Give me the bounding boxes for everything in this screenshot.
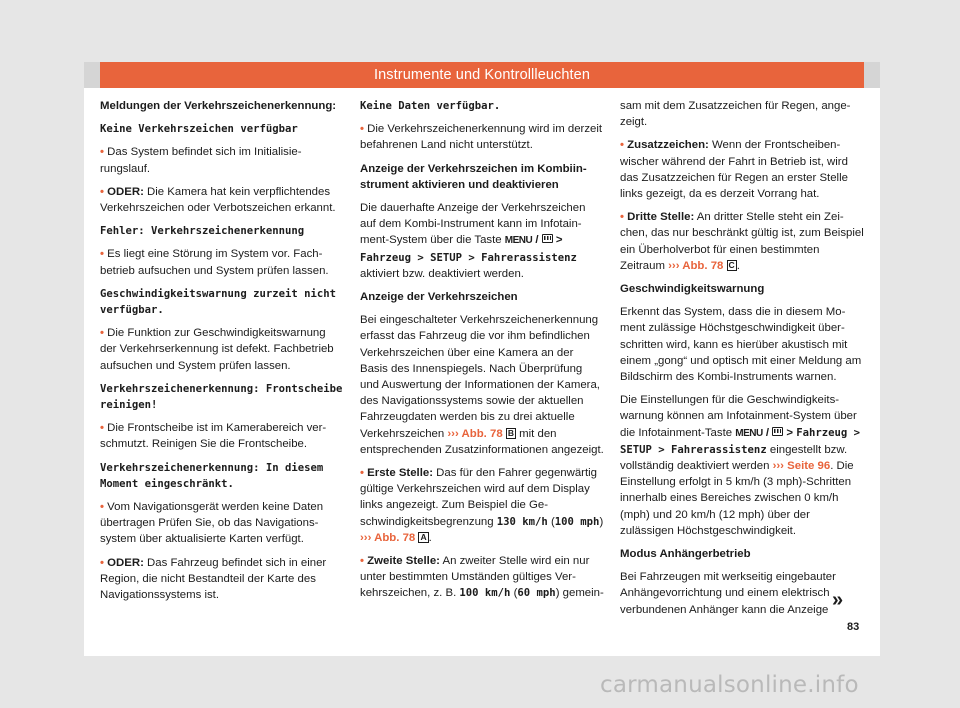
paragraph-text: An zweiter Stelle wird ein nur unter bestimmten Umständen gültiges Verkehrszeichen, z. B.: [360, 555, 590, 600]
message-description: [360, 121, 604, 153]
list-item: [360, 553, 604, 602]
figure-callout-a: A: [420, 531, 427, 542]
message-code: Geschwindigkeitswarnung zurzeit nicht verfügbar.: [100, 287, 336, 317]
period: .: [736, 259, 740, 272]
menu-key: MENU: [735, 427, 763, 439]
paragraph-text: Die Einstellungen für die Geschwindigkeitswarnung können am Infotainment-System über die Infotainment-Taste: [620, 394, 857, 439]
speed-mph: 100 mph: [554, 515, 600, 528]
message-code: Verkehrszeichenerkennung: In diesem Moment eingeschränkt.: [100, 461, 324, 490]
bullet: •: [360, 467, 364, 480]
message-text: Die Frontscheibe ist im Kamerabereich verschmutzt. Reinigen Sie die Frontscheibe.: [100, 422, 327, 451]
item-label: Erste Stelle:: [367, 467, 434, 480]
list-item: [360, 465, 604, 546]
header-margin-left: [84, 62, 100, 88]
message-text: Das System befindet sich im Initialisierungslauf.: [100, 146, 302, 175]
bullet: •: [100, 556, 104, 569]
menu-grid-icon: [772, 427, 783, 436]
page-reference[interactable]: ››› Seite 96: [772, 460, 831, 473]
paragraph-text: Bei eingeschalteter Verkehrszeichenerkennung erfasst das Fahrzeug die vor ihm befindlichen Verkehrszeichen über eine Kamera an der Basis des Innenspiegels. Nach Überprüfung und Auswertung der Informationen der Kamera, des Navigationssystems sowie der aktuellen Fahrzeugdaten werden bis zu drei aktuelle Verkehrszeichen: [360, 314, 600, 440]
message-text: Das Fahrzeug befindet sich in einer Region, die nicht Bestandteil der Karte des Navigationssystems ist.: [100, 556, 327, 602]
paren-close: ): [599, 515, 604, 528]
menu-grid-icon: [542, 234, 553, 243]
message-code: Fehler: Verkehrszeichenerkennung: [100, 225, 305, 238]
speed-mph: 60 mph: [517, 587, 556, 600]
figure-reference[interactable]: ››› Abb. 78: [668, 259, 724, 272]
column-2: [360, 98, 604, 609]
figure-reference[interactable]: ››› Abb. 78: [447, 427, 503, 440]
bullet: •: [100, 248, 104, 261]
page-number: 83: [847, 621, 860, 633]
section-heading: Geschwindigkeitswarnung: [620, 283, 765, 296]
item-label: Zweite Stelle:: [367, 555, 440, 568]
menu-key: MENU: [504, 235, 533, 247]
or-label: ODER:: [107, 556, 144, 569]
message-text: Es liegt eine Störung im System vor. Fachbetrieb aufsuchen und System prüfen lassen.: [100, 248, 329, 277]
message-text: Die Kamera hat kein verpflichtendes Verkehrszeichen oder Verbotszeichen erkannt.: [100, 185, 336, 215]
speed-kmh: 100 km/h: [459, 587, 511, 600]
figure-reference[interactable]: ››› Abb. 78: [360, 531, 416, 544]
paragraph-text: ) gemein-: [555, 587, 604, 600]
message-description: [100, 420, 344, 452]
message-code: Keine Daten verfügbar.: [360, 100, 501, 112]
paragraph-text: Wenn der Frontscheibenwischer während der Fahrt in Betrieb ist, wird das Zusatzzeichen für Regen an erster Stelle links gezeigt, da es derzeit Vorrang hat.: [620, 139, 848, 201]
bullet: •: [360, 555, 364, 568]
figure-callout-c: C: [728, 259, 735, 270]
bullet: •: [620, 139, 624, 152]
bullet: •: [100, 327, 104, 340]
bullet: •: [100, 185, 104, 198]
watermark: carmanualsonline.info: [600, 672, 859, 698]
header-title: Instrumente und Kontrollleuchten: [374, 67, 590, 83]
paragraph-text: Das für den Fahrer gegenwärtig gültige Verkehrszeichen wird auf dem Display links angezeigt. Zum Beispiel die Geschwindigkeitsbegrenzung: [360, 467, 598, 528]
message-code: Verkehrszeichenerkennung: Frontscheibe reinigen!: [100, 382, 343, 412]
messages-heading: Meldungen der Verkehrszeichenerkennung:: [100, 100, 337, 112]
bullet: •: [100, 146, 104, 159]
menu-path: Fahrzeug > SETUP > Fahrerassistenz: [620, 426, 860, 456]
column-1: [100, 98, 344, 610]
item-label: Zusatzzeichen:: [627, 139, 709, 152]
period: .: [428, 531, 432, 544]
message-code: Keine Verkehrszeichen verfügbar: [100, 123, 298, 136]
message-description: [100, 246, 344, 278]
message-description: [100, 499, 344, 548]
column-3: [620, 98, 864, 625]
message-text: Die Verkehrszeichenerkennung wird im derzeit befahrenen Land nicht unterstützt.: [360, 123, 603, 152]
paren-open: (: [510, 587, 518, 600]
paragraph: sam mit dem Zusatzzeichen für Regen, angezeigt.: [620, 100, 851, 129]
message-description: [100, 184, 344, 216]
bullet: •: [100, 422, 104, 435]
path-separator: >: [552, 234, 563, 247]
bullet: •: [360, 123, 364, 136]
bullet: •: [620, 211, 624, 224]
speed-kmh: 130 km/h: [496, 515, 548, 528]
slash-separator: /: [532, 234, 542, 247]
paragraph-text: . Die Einstellung erfolgt in 5 km/h (3 mph)-Schritten innerhalb eines Bereiches zwischen 0 km/h (mph) und 20 km/h (12 mph) über der zulässigen Höchstgeschwindigkeit.: [620, 460, 854, 537]
paragraph: Erkennt das System, dass die in diesem Moment zulässige Höchstgeschwindigkeit überschritten wird, kann es hierüber akustisch mit einem „gong“ und optisch mit einer Meldung am Bildschirm des Kombi-Instruments warnen.: [620, 306, 862, 384]
list-item: [620, 137, 864, 202]
paragraph-text: mit den entsprechenden Zusatzinformationen angezeigt.: [360, 427, 604, 456]
message-description: [100, 144, 344, 176]
or-label: ODER:: [107, 185, 144, 198]
slash-separator: /: [762, 426, 773, 439]
header-margin-right: [864, 62, 880, 88]
figure-callout-b: B: [507, 427, 514, 438]
section-heading: Anzeige der Verkehrszeichen im Kombiinstrument aktivieren und deaktivieren: [360, 162, 587, 191]
item-label: Dritte Stelle:: [627, 211, 695, 224]
paren-open: (: [547, 515, 555, 528]
paragraph: [360, 200, 604, 282]
section-header: [84, 62, 880, 88]
section-heading: Modus Anhängerbetrieb: [620, 548, 751, 561]
menu-path: Fahrzeug > SETUP > Fahrerassistenz: [360, 251, 577, 264]
section-heading: Anzeige der Verkehrszeichen: [360, 291, 518, 304]
paragraph: Bei Fahrzeugen mit werkseitig eingebauter Anhängevorrichtung und einem elektrisch verbundenen Anhänger kann die Anzeige: [620, 571, 836, 616]
paragraph-text: Die dauerhafte Anzeige der Verkehrszeichen auf dem Kombi-Instrument kann im Infotainment-System über die Taste: [360, 202, 586, 247]
message-text: Die Funktion zur Geschwindigkeitswarnung der Verkehrserkennung ist defekt. Fachbetrieb aufsuchen und System prüfen lassen.: [100, 327, 334, 372]
paragraph: [360, 312, 604, 458]
paragraph: [620, 392, 864, 539]
paragraph-text: An dritter Stelle steht ein Zeichen, das nur beschränkt gültig ist, zum Beispiel ein Überholverbot für einen bestimmten Zeitraum: [620, 211, 864, 272]
paragraph-text: eingestellt bzw. vollständig deaktiviert werden: [620, 443, 848, 473]
list-item: [620, 209, 864, 274]
path-separator: >: [783, 426, 797, 439]
paragraph-text: aktiviert bzw. deaktiviert werden.: [360, 267, 524, 280]
message-description: [100, 325, 344, 374]
message-text: Vom Navigationsgerät werden keine Daten übertragen Prüfen Sie, ob das Navigationssystem über aktualisierte Karten verfügt.: [100, 501, 324, 546]
message-description: [100, 555, 344, 604]
bullet: •: [100, 501, 104, 514]
continue-marker: »: [832, 589, 844, 611]
